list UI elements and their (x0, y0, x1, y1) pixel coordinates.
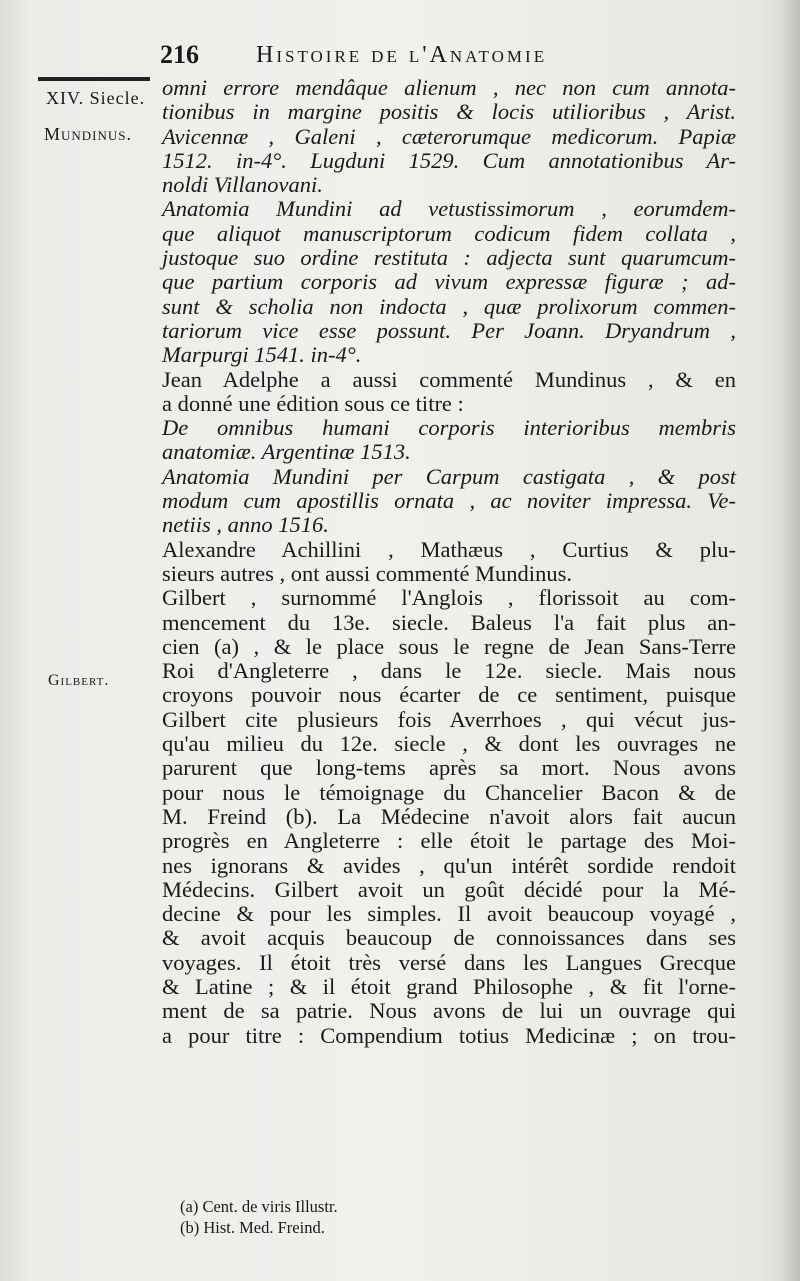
text-line: Marpurgi 1541. in-4°. (162, 342, 362, 368)
page-shadow (760, 0, 800, 1281)
text-line: netiis , anno 1516. (162, 512, 329, 538)
text-line: qu'au milieu du 12e. siecle , & dont les ouvrages ne (162, 731, 736, 757)
footnotes (180, 1196, 580, 1238)
text-line: 1512. in-4°. Lugduni 1529. Cum annotationibus Ar- (162, 147, 736, 173)
text-line: omni errore mendâque alienum , nec non cum annota- (162, 75, 736, 100)
text-line: mencement du 13e. siecle. Baleus l'a fait plus an- (162, 609, 736, 635)
text-line: justoque suo ordine restituta : adjecta sunt quarumcum- (162, 245, 736, 271)
text-line: nes ignorans & avides , qu'un intérêt sordide rendoit (162, 852, 736, 878)
text-line: sunt & scholia non indocta , quæ prolixorum commen- (162, 293, 736, 319)
running-title: Histoire de l'Anatomie (256, 42, 548, 68)
margin-note-gilbert: Gilbert. (48, 672, 110, 689)
text-line: & Latine ; & il étoit grand Philosophe , & fit l'orne- (162, 973, 736, 999)
footnote-a: (a) Cent. de viris Illustr. (180, 1197, 338, 1216)
text-line: Jean Adelphe a aussi commenté Mundinus , & en (162, 366, 736, 392)
text-line: modum cum apostillis ornata , ac noviter impressa. Ve- (162, 488, 736, 514)
footnote-b: (b) Hist. Med. Freind. (180, 1218, 325, 1237)
text-line: anatomiæ. Argentinæ 1513. (162, 439, 411, 465)
page-header (160, 40, 760, 74)
text-line: tariorum vice esse possunt. Per Joann. Dryandrum , (162, 317, 736, 343)
text-line: cien (a) , & le place sous le regne de Jean Sans-Terre (162, 633, 736, 659)
text-line: croyons pouvoir nous écarter de ce sentiment, puisque (162, 682, 736, 708)
text-line: M. Freind (b). La Médecine n'avoit alors fait aucun (162, 803, 736, 829)
body-text (162, 76, 736, 1048)
text-line: Alexandre Achillini , Mathæus , Curtius & plu- (162, 536, 736, 562)
margin-note-century: XIV. Siecle. (46, 88, 146, 108)
text-line: sieurs autres , ont aussi commenté Mundinus. (162, 560, 572, 586)
margin-note-mundinus: Mundinus. (44, 124, 133, 144)
text-line: Gilbert cite plusieurs fois Averrhoes , qui vécut jus- (162, 706, 736, 732)
text-line: noldi Villanovani. (162, 172, 323, 198)
text-line: tionibus in margine positis & locis utilioribus , Arist. (162, 99, 736, 125)
text-line: progrès en Angleterre : elle étoit le partage des Moi- (162, 828, 736, 854)
text-line: que partium corporis ad vivum expressæ figuræ ; ad- (162, 269, 736, 295)
margin-rule (38, 77, 150, 81)
page-number: 216 (160, 40, 199, 69)
text-line: decine & pour les simples. Il avoit beaucoup voyagé , (162, 901, 736, 927)
text-line: De omnibus humani corporis interioribus membris (162, 415, 736, 441)
text-line: Avicennæ , Galeni , cæterorumque medicorum. Papiæ (162, 123, 736, 149)
text-line: que aliquot manuscriptorum codicum fidem collata , (162, 220, 736, 246)
text-line: Anatomia Mundini per Carpum castigata , & post (162, 463, 736, 489)
text-line: pour nous le témoignage du Chancelier Bacon & de (162, 779, 736, 805)
text-line: voyages. Il étoit très versé dans les Langues Grecque (162, 949, 736, 975)
text-line: ment de sa patrie. Nous avons de lui un ouvrage qui (162, 998, 736, 1024)
text-line: a pour titre : Compendium totius Medicinæ ; on trou- (162, 1022, 736, 1048)
text-line: Gilbert , surnommé l'Anglois , florissoit au com- (162, 585, 736, 611)
text-line: Médecins. Gilbert avoit un goût décidé pour la Mé- (162, 876, 736, 902)
text-line: a donné une édition sous ce titre : (162, 390, 464, 416)
text-line: parurent que long-tems après sa mort. Nous avons (162, 755, 736, 781)
text-line: Anatomia Mundini ad vetustissimorum , eorumdem- (162, 196, 736, 222)
text-line: & avoit acquis beaucoup de connoissances dans ses (162, 925, 736, 951)
text-line: Roi d'Angleterre , dans le 12e. siecle. Mais nous (162, 658, 736, 684)
